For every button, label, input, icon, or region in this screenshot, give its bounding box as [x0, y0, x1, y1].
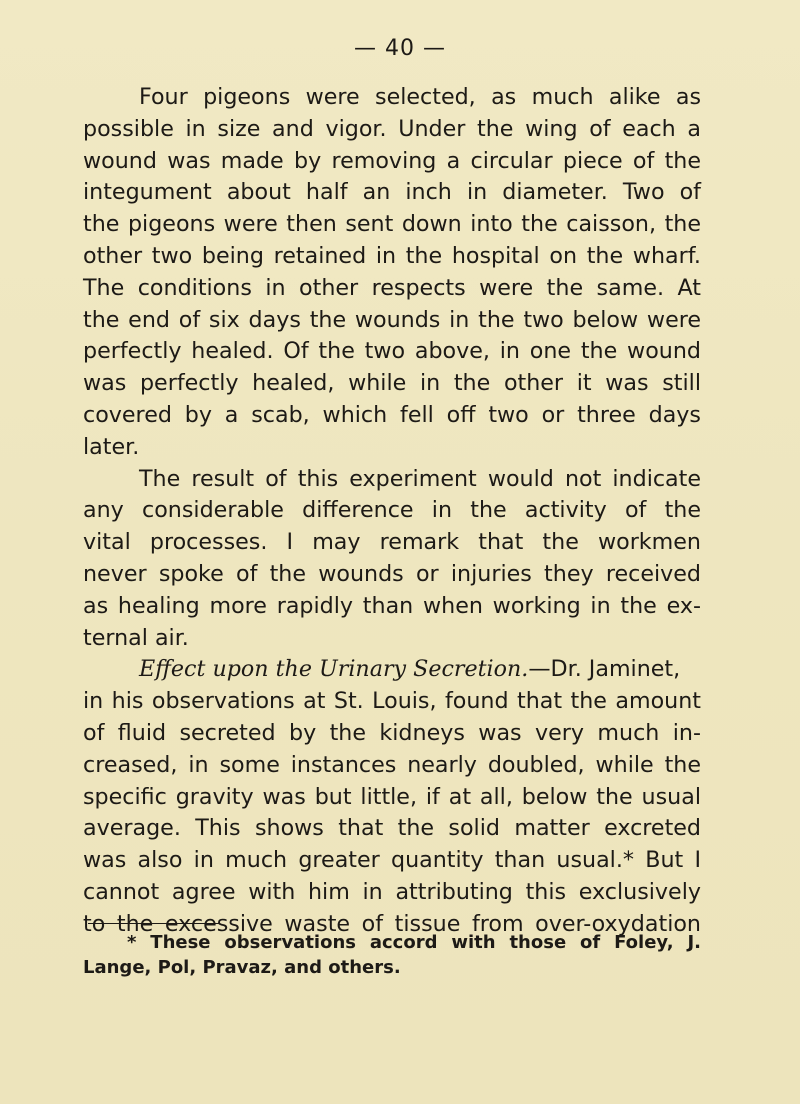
text-line: any considerable difference in the activity of the [83, 497, 701, 524]
text-line: covered by a scab, which fell off two or three days [83, 401, 701, 428]
body-text [83, 82, 701, 941]
section-heading-line [83, 654, 701, 686]
text-line: integument about half an inch in diameter. Two of [83, 179, 701, 206]
page-number: — 40 — [354, 36, 446, 61]
footnote-line: Lange, Pol, Pravaz, and others. [83, 957, 401, 978]
text-line: possible in size and vigor. Under the wing of each a [83, 115, 701, 142]
text-line: vital processes. I may remark that the workmen [83, 529, 701, 556]
text-line: ternal air. [83, 624, 189, 651]
text-line: was also in much greater quantity than usual.* But I [83, 847, 701, 874]
text-line: The conditions in other respects were the same. At [83, 274, 701, 301]
text-line: other two being retained in the hospital on the wharf. [83, 242, 701, 269]
text-line: was perfectly healed, while in the other it was still [83, 370, 701, 397]
text-line: to the excessive waste of tissue from over-oxydation [83, 910, 701, 937]
text-line: wound was made by removing a circular piece of the [83, 147, 701, 174]
footnote [83, 930, 701, 980]
heading-line-rest: —Dr. Jaminet, [528, 656, 681, 683]
text-line: creased, in some instances nearly doubled, while the [83, 751, 701, 778]
text-line: later. [83, 433, 140, 460]
text-line: in his observations at St. Louis, found that the amount [83, 688, 701, 715]
text-line: perfectly healed. Of the two above, in one the wound [83, 338, 701, 365]
text-line: average. This shows that the solid matter excreted [83, 815, 701, 842]
section-heading: Effect upon the Urinary Secretion. [139, 656, 529, 683]
footnote-line: * These observations accord with those of Foley, J. [127, 932, 701, 953]
text-line: Four pigeons were selected, as much alike as [139, 84, 701, 110]
text-line: the end of six days the wounds in the two below were [83, 306, 701, 333]
text-line: the pigeons were then sent down into the caisson, the [83, 211, 701, 238]
text-line: specific gravity was but little, if at all, below the usual [83, 783, 701, 810]
text-line: of fluid secreted by the kidneys was very much in- [83, 719, 701, 746]
text-line: as healing more rapidly than when working in the ex- [83, 592, 701, 619]
text-line: cannot agree with him in attributing this exclusively [83, 878, 701, 905]
footnote-divider [88, 923, 220, 924]
text-line: The result of this experiment would not indicate [139, 465, 701, 492]
text-line: never spoke of the wounds or injuries they received [83, 560, 701, 587]
